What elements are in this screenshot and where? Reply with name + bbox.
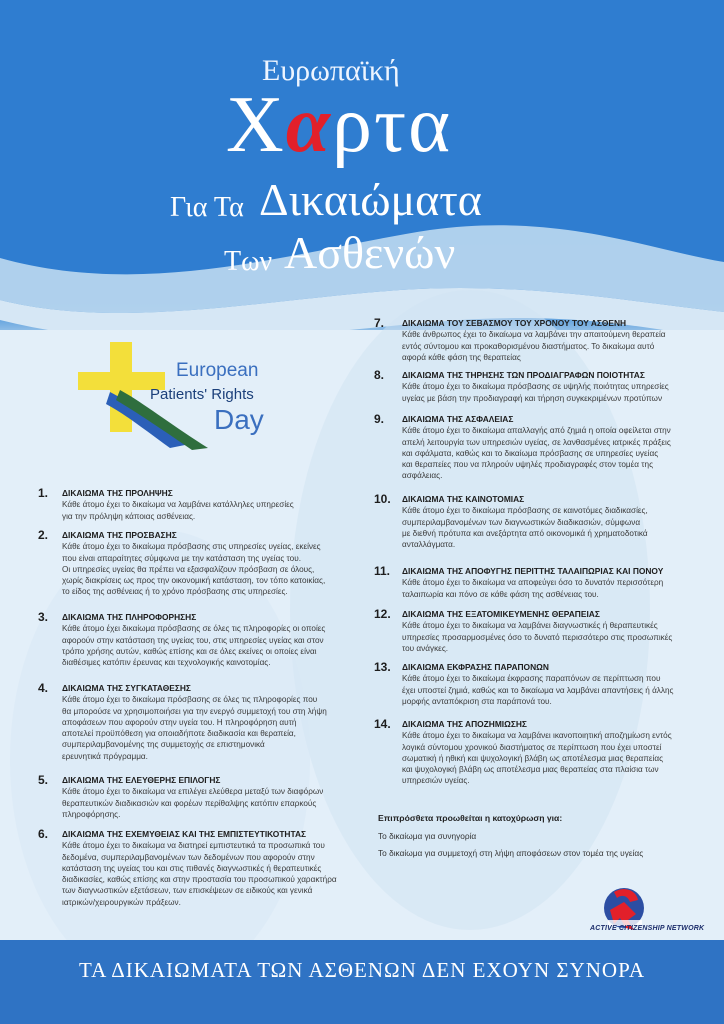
footer-slogan: ΤΑ ΔΙΚΑΙΩΜΑΤΑ ΤΩΝ ΑΣΘΕΝΩΝ ΔΕΝ ΕΧΟΥΝ ΣΥΝΟΡΑ bbox=[78, 958, 646, 982]
right-description-line: απελή λειτουργία των υπηρεσιών υγείας, σε λανθασμένες ιατρικές πράξεις bbox=[402, 437, 671, 447]
right-description-line: τρόπο χρήσης αυτών, καθώς επίσης και σε όλες εκείνες οι οποίες είναι bbox=[62, 646, 317, 656]
right-description-line: διαθέσιμες κατόπιν έρευνας και τεχνολογικής καινοτομίας. bbox=[62, 658, 271, 668]
right-description-line: αποτελεί προϋπόθεση για οποιαδήποτε διαδικασία και θεραπεία, bbox=[62, 729, 296, 739]
right-number: 5. bbox=[38, 773, 49, 787]
right-title: ΔΙΚΑΙΩΜΑ ΤΗΣ ΠΛΗΡΟΦΟΡΗΣΗΣ bbox=[62, 612, 197, 622]
right-item bbox=[402, 609, 672, 654]
right-item bbox=[402, 566, 663, 600]
right-title: ΔΙΚΑΙΩΜΑ ΕΚΦΡΑΣΗΣ ΠΑΡΑΠΟΝΩΝ bbox=[402, 662, 549, 672]
right-number: 8. bbox=[374, 368, 385, 382]
title-line-3-small: Για Τα bbox=[170, 192, 244, 223]
right-description-line: Κάθε άτομο έχει το δικαίωμα να λαμβάνει διαγνωστικές ή θεραπευτικές bbox=[402, 621, 658, 631]
logo-text-european: European bbox=[176, 360, 259, 381]
right-title: ΔΙΚΑΙΩΜΑ ΤΗΣ ΑΠΟΖΗΜΙΩΣΗΣ bbox=[402, 719, 527, 729]
title-red-letter: α bbox=[285, 81, 333, 169]
right-description-line: ιατρικών/χειρουργικών πράξεων. bbox=[62, 897, 181, 907]
right-description-line: θεραπευτικών διαδικασιών και φορέων περίθαλψης κατόπιν επαρκούς bbox=[62, 798, 317, 808]
right-title: ΔΙΚΑΙΩΜΑ ΤΗΣ ΣΥΓΚΑΤΑΘΕΣΗΣ bbox=[62, 683, 191, 693]
title-line-4-small: Των bbox=[224, 246, 273, 277]
title-letter: Χ bbox=[226, 81, 286, 169]
right-description-line: και σφάλματα, καθώς και το δικαίωμα πρόσβασης σε υπηρεσίες υγείας bbox=[402, 448, 659, 458]
right-description-line: και θεραπείες που να πληρούν υψηλές προδιαγραφές στον τομέα της bbox=[402, 460, 654, 470]
right-description-line: συμπεριλαμβανομένης της συμμετοχής σε επιστημονικά bbox=[62, 740, 265, 750]
right-description-line: έχει υποστεί ζημιά, καθώς και το δικαίωμα να λαμβάνει απαντήσεις ή άλλης bbox=[402, 685, 674, 695]
right-description-line: ερευνητικά πρόγραμμα. bbox=[62, 751, 148, 761]
right-description-line: των διαγνωστικών εξετάσεων, των επισκέψεων σε ειδικούς και γενικά bbox=[62, 886, 313, 896]
right-description-line: δεδομένα, συμπεριλαμβανομένων των δεδομένων που αφορούν στην bbox=[62, 852, 315, 862]
additional-right-1: Το δικαίωμα για συνηγορία bbox=[378, 831, 477, 841]
right-item bbox=[402, 370, 669, 404]
right-description-line: υπηρεσιών υγείας. bbox=[402, 776, 470, 786]
right-description-line: Κάθε άτομο έχει το δικαίωμα έκφρασης παραπόνων σε περίπτωση που bbox=[402, 674, 661, 684]
right-item bbox=[402, 494, 648, 550]
right-title: ΔΙΚΑΙΩΜΑ ΤΗΣ ΠΡΟΣΒΑΣΗΣ bbox=[62, 530, 177, 540]
right-description-line: κατάσταση της υγείας του και στις πιθανές διαγνωστικές ή θεραπευτικές bbox=[62, 863, 322, 873]
additional-rights-title: Επιπρόσθετα προωθείται η κατοχύρωση για: bbox=[378, 813, 563, 823]
right-description-line: ασφάλειας. bbox=[402, 471, 443, 481]
right-number: 13. bbox=[374, 660, 391, 674]
right-item bbox=[402, 662, 674, 707]
right-description-line: λογικά σύντομου χρονικού διαστήματος σε περίπτωση που έχει υποστεί bbox=[402, 742, 662, 752]
right-item bbox=[62, 488, 294, 522]
right-description-line: αποφάσεων που αφορούν στην υγεία του. Η πληροφόρηση αυτή bbox=[62, 717, 297, 727]
right-description-line: σωματική ή ηθική και ψυχολογική βλάβη ως αποτέλεσμα μιας θεραπείας bbox=[402, 753, 664, 763]
right-description-line: Κάθε άτομο έχει το δικαίωμα να λαμβάνει ικανοποιητική αποζημίωση εντός bbox=[402, 731, 672, 741]
right-description-line: Κάθε άτομο έχει το δικαίωμα πρόσβασης σε όλες τις πληροφορίες που bbox=[62, 695, 318, 705]
right-description-line: Κάθε άνθρωπος έχει το δικαίωμα να λαμβάνει την απαιτούμενη θεραπεία bbox=[402, 330, 666, 340]
right-description-line: συμπεριλαμβανομένων των διαγνωστικών διαδικασιών, σύμφωνα bbox=[402, 517, 641, 527]
right-description-line: μορφής ανταπόκριση στα παράπονά του. bbox=[402, 696, 552, 706]
right-description-line: για την πρόληψη κάποιας ασθένειας. bbox=[62, 511, 196, 521]
right-description-line: χωρίς διακρίσεις ως προς την οικονομική κατάσταση, τον τόπο κατοικίας, bbox=[62, 576, 326, 586]
right-title: ΔΙΚΑΙΩΜΑ ΤΗΣ ΑΣΦΑΛΕΙΑΣ bbox=[402, 414, 514, 424]
logo-text-day: Day bbox=[214, 404, 264, 435]
right-title: ΔΙΚΑΙΩΜΑ ΤΗΣ ΕΧΕΜΥΘΕΙΑΣ ΚΑΙ ΤΗΣ ΕΜΠΙΣΤΕΥΤΙΚΟΤΗΤΑΣ bbox=[62, 829, 307, 839]
right-item bbox=[62, 683, 327, 762]
additional-right-2: Το δικαίωμα για συμμετοχή στη λήψη αποφάσεων στον τομέα της υγείας bbox=[378, 848, 644, 858]
title-word-end: ρτα bbox=[332, 81, 453, 169]
right-number: 1. bbox=[38, 486, 49, 500]
acn-logo-text: ACTIVE CITIZENSHIP NETWORK bbox=[590, 925, 705, 932]
right-title: ΔΙΚΑΙΩΜΑ ΤΟΥ ΣΕΒΑΣΜΟΥ ΤΟΥ ΧΡΟΝΟΥ ΤΟΥ ΑΣΘΕΝΗ bbox=[402, 318, 627, 328]
right-description-line: Κάθε άτομο έχει το δικαίωμα πρόσβασης στις υπηρεσίες υγείας, εκείνες bbox=[62, 542, 321, 552]
right-item bbox=[402, 719, 672, 787]
right-description-line: Κάθε άτομο έχει δικαίωμα πρόσβασης σε όλες τις πληροφορίες οι οποίες bbox=[62, 624, 326, 634]
right-description-line: το είδος της ασθένειας ή το χρόνο πρόσβασης στις υπηρεσίες. bbox=[62, 587, 288, 597]
right-title: ΔΙΚΑΙΩΜΑ ΤΗΣ ΕΛΕΥΘΕΡΗΣ ΕΠΙΛΟΓΗΣ bbox=[62, 775, 221, 785]
right-number: 6. bbox=[38, 827, 49, 841]
right-description-line: αφορά κάθε φάση της θεραπείας bbox=[402, 352, 521, 362]
right-description-line: και ψυχολογική βλάβη ως αποτέλεσμα μιας θεραπείας στα πλαίσια των bbox=[402, 765, 659, 775]
right-description-line: Κάθε άτομο έχει το δικαίωμα πρόσβασης σε υψηλής ποιότητας υπηρεσίες bbox=[402, 382, 669, 392]
right-item bbox=[62, 829, 337, 908]
right-title: ΔΙΚΑΙΩΜΑ ΤΗΣ ΕΞΑΤΟΜΙΚΕΥΜΕΝΗΣ ΘΕΡΑΠΕΙΑΣ bbox=[402, 609, 600, 619]
right-description-line: Κάθε άτομο έχει το δικαίωμα απαλλαγής από ζημιά η οποία οφείλεται στην bbox=[402, 426, 671, 436]
right-description-line: εντός σύντομου και προκαθορισμένου διαστήματος. Το δικαίωμα αυτό bbox=[402, 341, 655, 351]
right-description-line: Κάθε άτομο έχει το δικαίωμα πρόσβασης σε καινοτόμες διαδικασίες, bbox=[402, 506, 648, 516]
right-description-line: Κάθε άτομο έχει το δικαίωμα να αποφεύγει όσο το δυνατόν περισσότερη bbox=[402, 578, 664, 588]
right-description-line: με διεθνή πρότυπα και ανεξάρτητα από οικονομικά ή χρηματοδοτικά bbox=[402, 528, 648, 538]
right-description-line: διαδικασίες, καθώς επίσης και στην προστασία του προσωπικού χαρακτήρα bbox=[62, 875, 337, 885]
right-item bbox=[402, 318, 666, 363]
right-number: 4. bbox=[38, 681, 49, 695]
right-description-line: ταλαιπωρία και πόνο σε κάθε φάση της ασθένειας του. bbox=[402, 589, 599, 599]
right-item bbox=[402, 414, 671, 482]
right-number: 9. bbox=[374, 412, 385, 426]
right-number: 10. bbox=[374, 492, 391, 506]
right-item bbox=[62, 612, 325, 668]
right-description-line: ανταλλάγματα. bbox=[402, 540, 456, 550]
logo-text-patients-rights: Patients' Rights bbox=[150, 386, 254, 403]
right-number: 3. bbox=[38, 610, 49, 624]
right-title: ΔΙΚΑΙΩΜΑ ΤΗΣ ΠΡΟΛΗΨΗΣ bbox=[62, 488, 173, 498]
right-description-line: Κάθε άτομο έχει το δικαίωμα να επιλέγει ελεύθερα μεταξύ των διαφόρων bbox=[62, 787, 324, 797]
right-description-line: Κάθε άτομο έχει το δικαίωμα να διατηρεί εμπιστευτικά τα προσωπικά του bbox=[62, 841, 325, 851]
title-line-3-big: Δικαιώματα bbox=[259, 174, 482, 225]
right-number: 12. bbox=[374, 607, 391, 621]
right-title: ΔΙΚΑΙΩΜΑ ΤΗΣ ΑΠΟΦΥΓΗΣ ΠΕΡΙΤΤΗΣ ΤΑΛΑΙΠΩΡΙΑΣ ΚΑΙ ΠΟΝΟΥ bbox=[402, 566, 664, 576]
right-description-line: υπηρεσίες προσαρμοσμένες όσο το δυνατό περισσότερο στις προσωπικές bbox=[402, 632, 673, 642]
right-title: ΔΙΚΑΙΩΜΑ ΤΗΣ ΤΗΡΗΣΗΣ ΤΩΝ ΠΡΟΔΙΑΓΡΑΦΩΝ ΠΟΙΟΤΗΤΑΣ bbox=[402, 370, 645, 380]
right-title: ΔΙΚΑΙΩΜΑ ΤΗΣ ΚΑΙΝΟΤΟΜΙΑΣ bbox=[402, 494, 525, 504]
right-number: 14. bbox=[374, 717, 391, 731]
right-description-line: Κάθε άτομο έχει το δικαίωμα να λαμβάνει κατάλληλες υπηρεσίες bbox=[62, 500, 294, 510]
title-line-2 bbox=[226, 80, 452, 171]
right-item bbox=[62, 775, 323, 820]
right-description-line: υγείας με βάση την προδιαγραφή και τήρηση συγκεκριμένων προτύπων bbox=[402, 393, 663, 403]
right-number: 2. bbox=[38, 528, 49, 542]
right-item bbox=[62, 530, 325, 598]
right-description-line: που είναι απαραίτητες σύμφωνα με την κατάσταση της υγείας του. bbox=[62, 553, 301, 563]
right-number: 7. bbox=[374, 316, 385, 330]
title-line-4-big: Ασθενών bbox=[284, 227, 456, 278]
right-description-line: Οι υπηρεσίες υγείας θα πρέπει να εξασφαλίζουν πρόσβαση σε όλους, bbox=[62, 564, 315, 574]
right-number: 11. bbox=[374, 564, 391, 578]
right-description-line: αφορούν στην κατάσταση της υγείας του, στις υπηρεσίες υγείας και στον bbox=[62, 635, 324, 645]
right-description-line: θα μπορούσε να χρησιμοποιήσει για την ενεργό συμμετοχή του στη λήψη bbox=[62, 706, 327, 716]
title-line-1: Ευρωπαϊκή bbox=[262, 54, 400, 87]
right-description-line: του ανάγκες. bbox=[402, 643, 449, 653]
right-description-line: πληροφόρησης. bbox=[62, 809, 121, 819]
